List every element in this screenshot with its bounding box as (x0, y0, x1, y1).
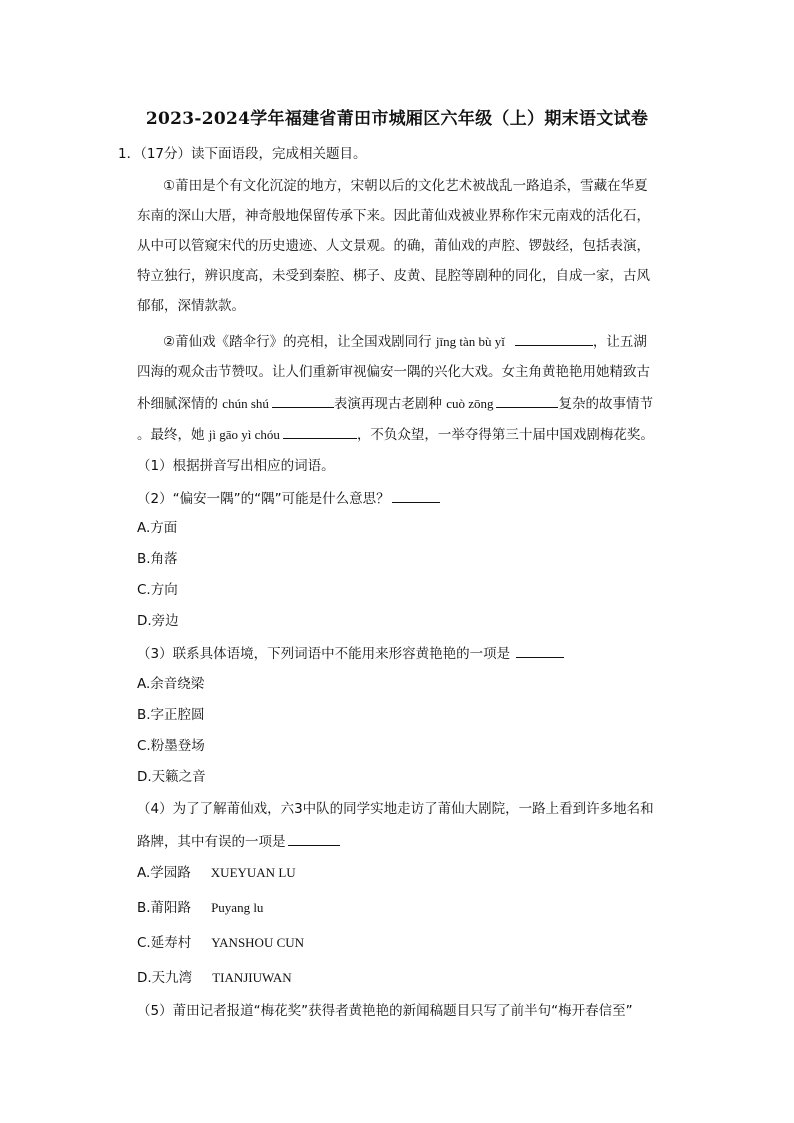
sub2-option-d[interactable]: D.旁边 (137, 613, 179, 629)
para1-line-2: 东南的深山大厝，神奇般地保留传承下来。因此莆仙戏被业界称作宋元南戏的活化石， (137, 208, 650, 224)
sub2-option-b[interactable]: B.角落 (137, 551, 178, 567)
sub-question-4-line-1: （4）为了了解莆仙戏，六3中队的同学实地走访了莆仙大剧院，一路上看到许多地名和 (137, 801, 654, 817)
para1-line-1: ①莆田是个有文化沉淀的地方，宋朝以后的文化艺术被战乱一路追杀，雪藏在华夏 (163, 178, 648, 194)
question-intro-text: （17分）读下面语段，完成相关题目。 (140, 146, 367, 162)
pinyin-3: cuò zōng (446, 396, 494, 411)
sub3-option-a[interactable]: A.余音绕梁 (137, 676, 205, 692)
sub-question-3: （3）联系具体语境，下列词语中不能用来形容黄艳艳的一项是 (137, 643, 564, 664)
sub4-option-a[interactable]: A.学园路 XUEYUAN LU (137, 865, 296, 881)
sub-question-4-line-2: 路牌，其中有误的一项是 (137, 831, 340, 852)
pinyin-4: jì gāo yì chóu (208, 427, 280, 442)
question-number: 1． (118, 146, 141, 162)
answer-blank-sub3[interactable] (516, 643, 564, 658)
answer-blank-4[interactable] (283, 424, 357, 439)
para1-line-4: 特立独行，辨识度高，未受到秦腔、梆子、皮黄、昆腔等剧种的同化，自成一家，古风 (137, 268, 650, 284)
exam-title: 2023-2024学年福建省莆田市城厢区六年级（上）期末语文试卷 (145, 109, 649, 129)
para2-line-1: ②莆仙戏《踏伞行》的亮相，让全国戏剧同行 jīng tàn bù yǐ ，让五湖 (163, 331, 647, 352)
sub3-option-b[interactable]: B.字正腔圆 (137, 707, 205, 723)
answer-blank-1[interactable] (515, 331, 593, 346)
sub2-option-a[interactable]: A.方面 (137, 520, 178, 536)
sub3-option-d[interactable]: D.天籁之音 (137, 769, 206, 785)
sub3-option-c[interactable]: C.粉墨登场 (137, 738, 205, 754)
sub4-option-d[interactable]: D.天九湾 TIANJIUWAN (137, 970, 292, 986)
sub-question-2: （2）“偏安一隅”的“隅”可能是什么意思？ (137, 488, 440, 509)
pinyin-2: chún shú (222, 396, 269, 411)
sub-question-5: （5）莆田记者报道“梅花奖”获得者黄艳艳的新闻稿题目只写了前半句“梅开春信至” (137, 1003, 633, 1019)
answer-blank-2[interactable] (272, 393, 334, 408)
answer-blank-sub2[interactable] (392, 488, 440, 503)
sub4-option-c[interactable]: C.延寿村 YANSHOU CUN (137, 935, 305, 951)
sub4-option-b[interactable]: B.莆阳路 Puyang lu (137, 900, 264, 916)
para2-line-4: 。最终，她 jì gāo yì chóu ，不负众望，一举夺得第三十届中国戏剧梅花奖。 (137, 424, 654, 445)
para1-line-3: 从中可以管窥宋代的历史遗迹、人文景观。的确，莆仙戏的声腔、锣鼓经，包括表演， (137, 238, 650, 254)
answer-blank-sub4[interactable] (288, 831, 340, 846)
sub-question-1: （1）根据拼音写出相应的词语。 (137, 458, 335, 474)
para1-line-5: 郁郁，深情款款。 (137, 298, 245, 314)
para2-line-2: 四海的观众击节赞叹。让人们重新审视偏安一隅的兴化大戏。女主角黄艳艳用她精致古 (137, 364, 650, 380)
pinyin-1: jīng tàn bù yǐ (435, 334, 505, 349)
question-1-intro (118, 144, 367, 164)
para2-line-3: 朴细腻深情的 chún shú 表演再现古老剧种 cuò zōng 复杂的故事情节 (137, 393, 653, 414)
sub2-option-c[interactable]: C.方向 (137, 582, 178, 598)
answer-blank-3[interactable] (496, 393, 558, 408)
